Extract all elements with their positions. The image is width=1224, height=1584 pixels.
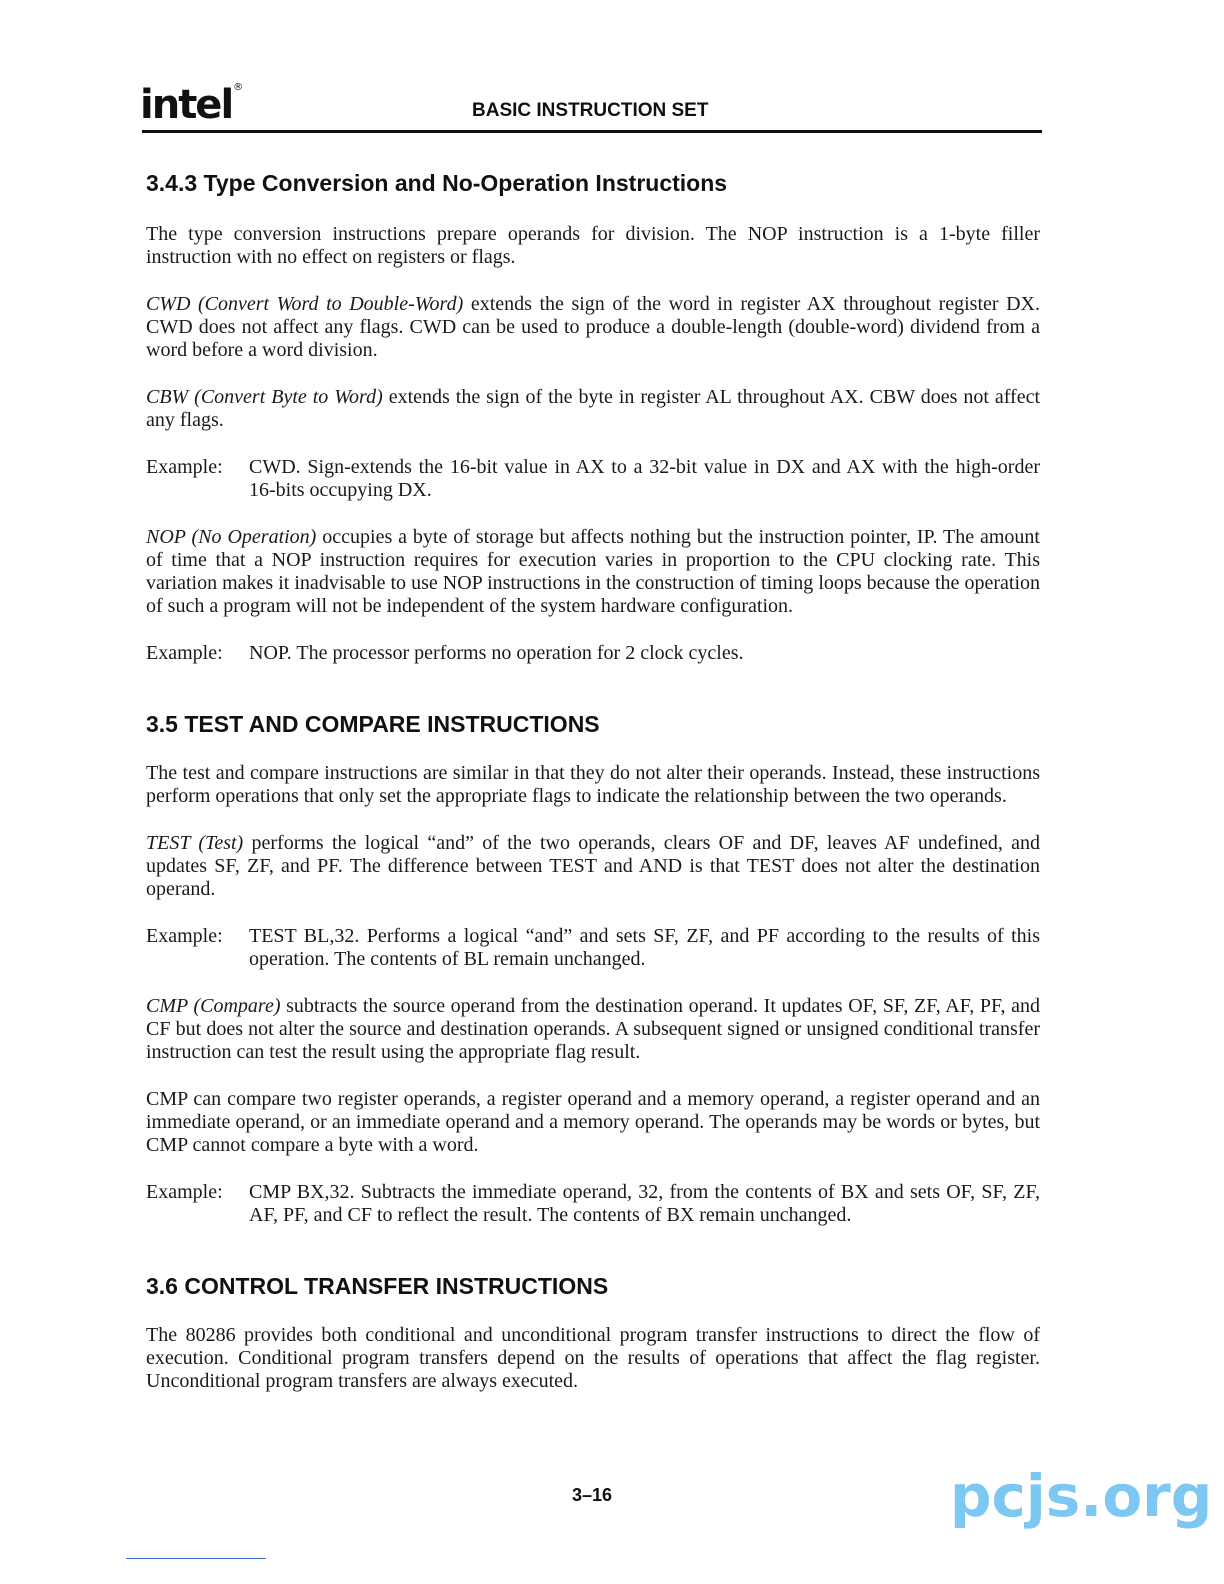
example-cwd <box>146 456 1040 502</box>
cbw-description: extends the sign of the byte in register AL throughout AX. CBW does not affect any flags. <box>146 386 1041 431</box>
paragraph-test <box>146 832 1040 901</box>
paragraph-control-transfer-intro: The 80286 provides both conditional and unconditional program transfer instructions to direct the flow of execution. Conditional program transfers depend on the results of operations that affect the flag register. Unconditional program transfers are always executed. <box>146 1324 1040 1392</box>
corner-decoration-line <box>126 1558 266 1559</box>
paragraph-cwd <box>146 293 1040 362</box>
paragraph-test-compare-intro: The test and compare instructions are similar in that they do not alter their operands. Instead, these instructions perform operations that only set the appropriate flags to indicate the relationship between the two operands. <box>146 762 1040 807</box>
paragraph-nop <box>146 526 1040 618</box>
example-text: CMP BX,32. Subtracts the immediate operand, 32, from the contents of BX and sets OF, SF, ZF, AF, PF, and CF to reflect the result. The contents of BX remain unchanged. <box>249 1181 1040 1226</box>
example-cmp <box>146 1181 1040 1227</box>
paragraph-type-conversion-intro: The type conversion instructions prepare operands for division. The NOP instruction is a 1-byte filler instruction with no effect on registers or flags. <box>146 223 1040 268</box>
term-test: TEST (Test) <box>146 832 244 854</box>
example-nop <box>146 642 1040 665</box>
example-label: Example: <box>146 925 223 947</box>
page-number: 3–16 <box>572 1485 613 1505</box>
term-cwd: CWD (Convert Word to Double-Word) <box>146 293 464 315</box>
logo-text: intel <box>140 82 233 128</box>
main-content <box>146 170 1040 1393</box>
heading-3-4-3: 3.4.3 Type Conversion and No-Operation Instructions <box>146 170 728 196</box>
cmp-description: subtracts the source operand from the destination operand. It updates OF, SF, ZF, AF, PF, and CF but does not alter the source and destination operands. A subsequent signed or unsigned conditional transfer instruction can test the result using the appropriate flag result. <box>146 995 1040 1063</box>
example-test <box>146 925 1040 971</box>
paragraph-cbw <box>146 386 1040 432</box>
nop-description: occupies a byte of storage but affects nothing but the instruction pointer, IP. The amount of time that a NOP instruction requires for execution varies in proportion to the CPU clocking rate. This variation makes it inadvisable to use NOP instructions in the construction of timing loops because the operation of such a program will not be independent of the system hardware configuration. <box>146 526 1040 617</box>
example-text: NOP. The processor performs no operation for 2 clock cycles. <box>249 642 744 664</box>
heading-3-6: 3.6 CONTROL TRANSFER INSTRUCTIONS <box>146 1273 609 1299</box>
logo-registered-mark: ® <box>233 81 242 93</box>
intel-logo <box>140 82 241 128</box>
example-label: Example: <box>146 456 223 478</box>
test-description: performs the logical “and” of the two operands, clears OF and DF, leaves AF undefined, and updates SF, ZF, and PF. The difference between TEST and AND is that TEST does not alter the destination operand. <box>146 832 1041 900</box>
example-text: TEST BL,32. Performs a logical “and” and sets SF, ZF, and PF according to the results of this operation. The contents of BL remain unchanged. <box>249 925 1040 970</box>
cwd-description: extends the sign of the word in register AX throughout register DX. CWD does not affect any flags. CWD can be used to produce a double-length (double-word) dividend from a word before a word division. <box>146 293 1040 361</box>
pcjs-watermark: pcjs.org <box>950 1462 1213 1530</box>
header-rule <box>142 130 1042 133</box>
paragraph-cmp-operands: CMP can compare two register operands, a register operand and a memory operand, a register operand and an immediate operand, or an immediate operand and a memory operand. The operands may be words or bytes, but CMP cannot compare a byte with a word. <box>146 1088 1040 1156</box>
paragraph-cmp <box>146 995 1040 1064</box>
example-label: Example: <box>146 1181 223 1203</box>
heading-3-5: 3.5 TEST AND COMPARE INSTRUCTIONS <box>146 711 600 737</box>
running-header: BASIC INSTRUCTION SET <box>472 100 709 121</box>
example-label: Example: <box>146 642 223 664</box>
term-nop: NOP (No Operation) <box>146 526 317 548</box>
example-text: CWD. Sign-extends the 16-bit value in AX to a 32-bit value in DX and AX with the high-order 16-bits occupying DX. <box>249 456 1040 501</box>
term-cmp: CMP (Compare) <box>146 995 281 1017</box>
term-cbw: CBW (Convert Byte to Word) <box>146 386 383 408</box>
